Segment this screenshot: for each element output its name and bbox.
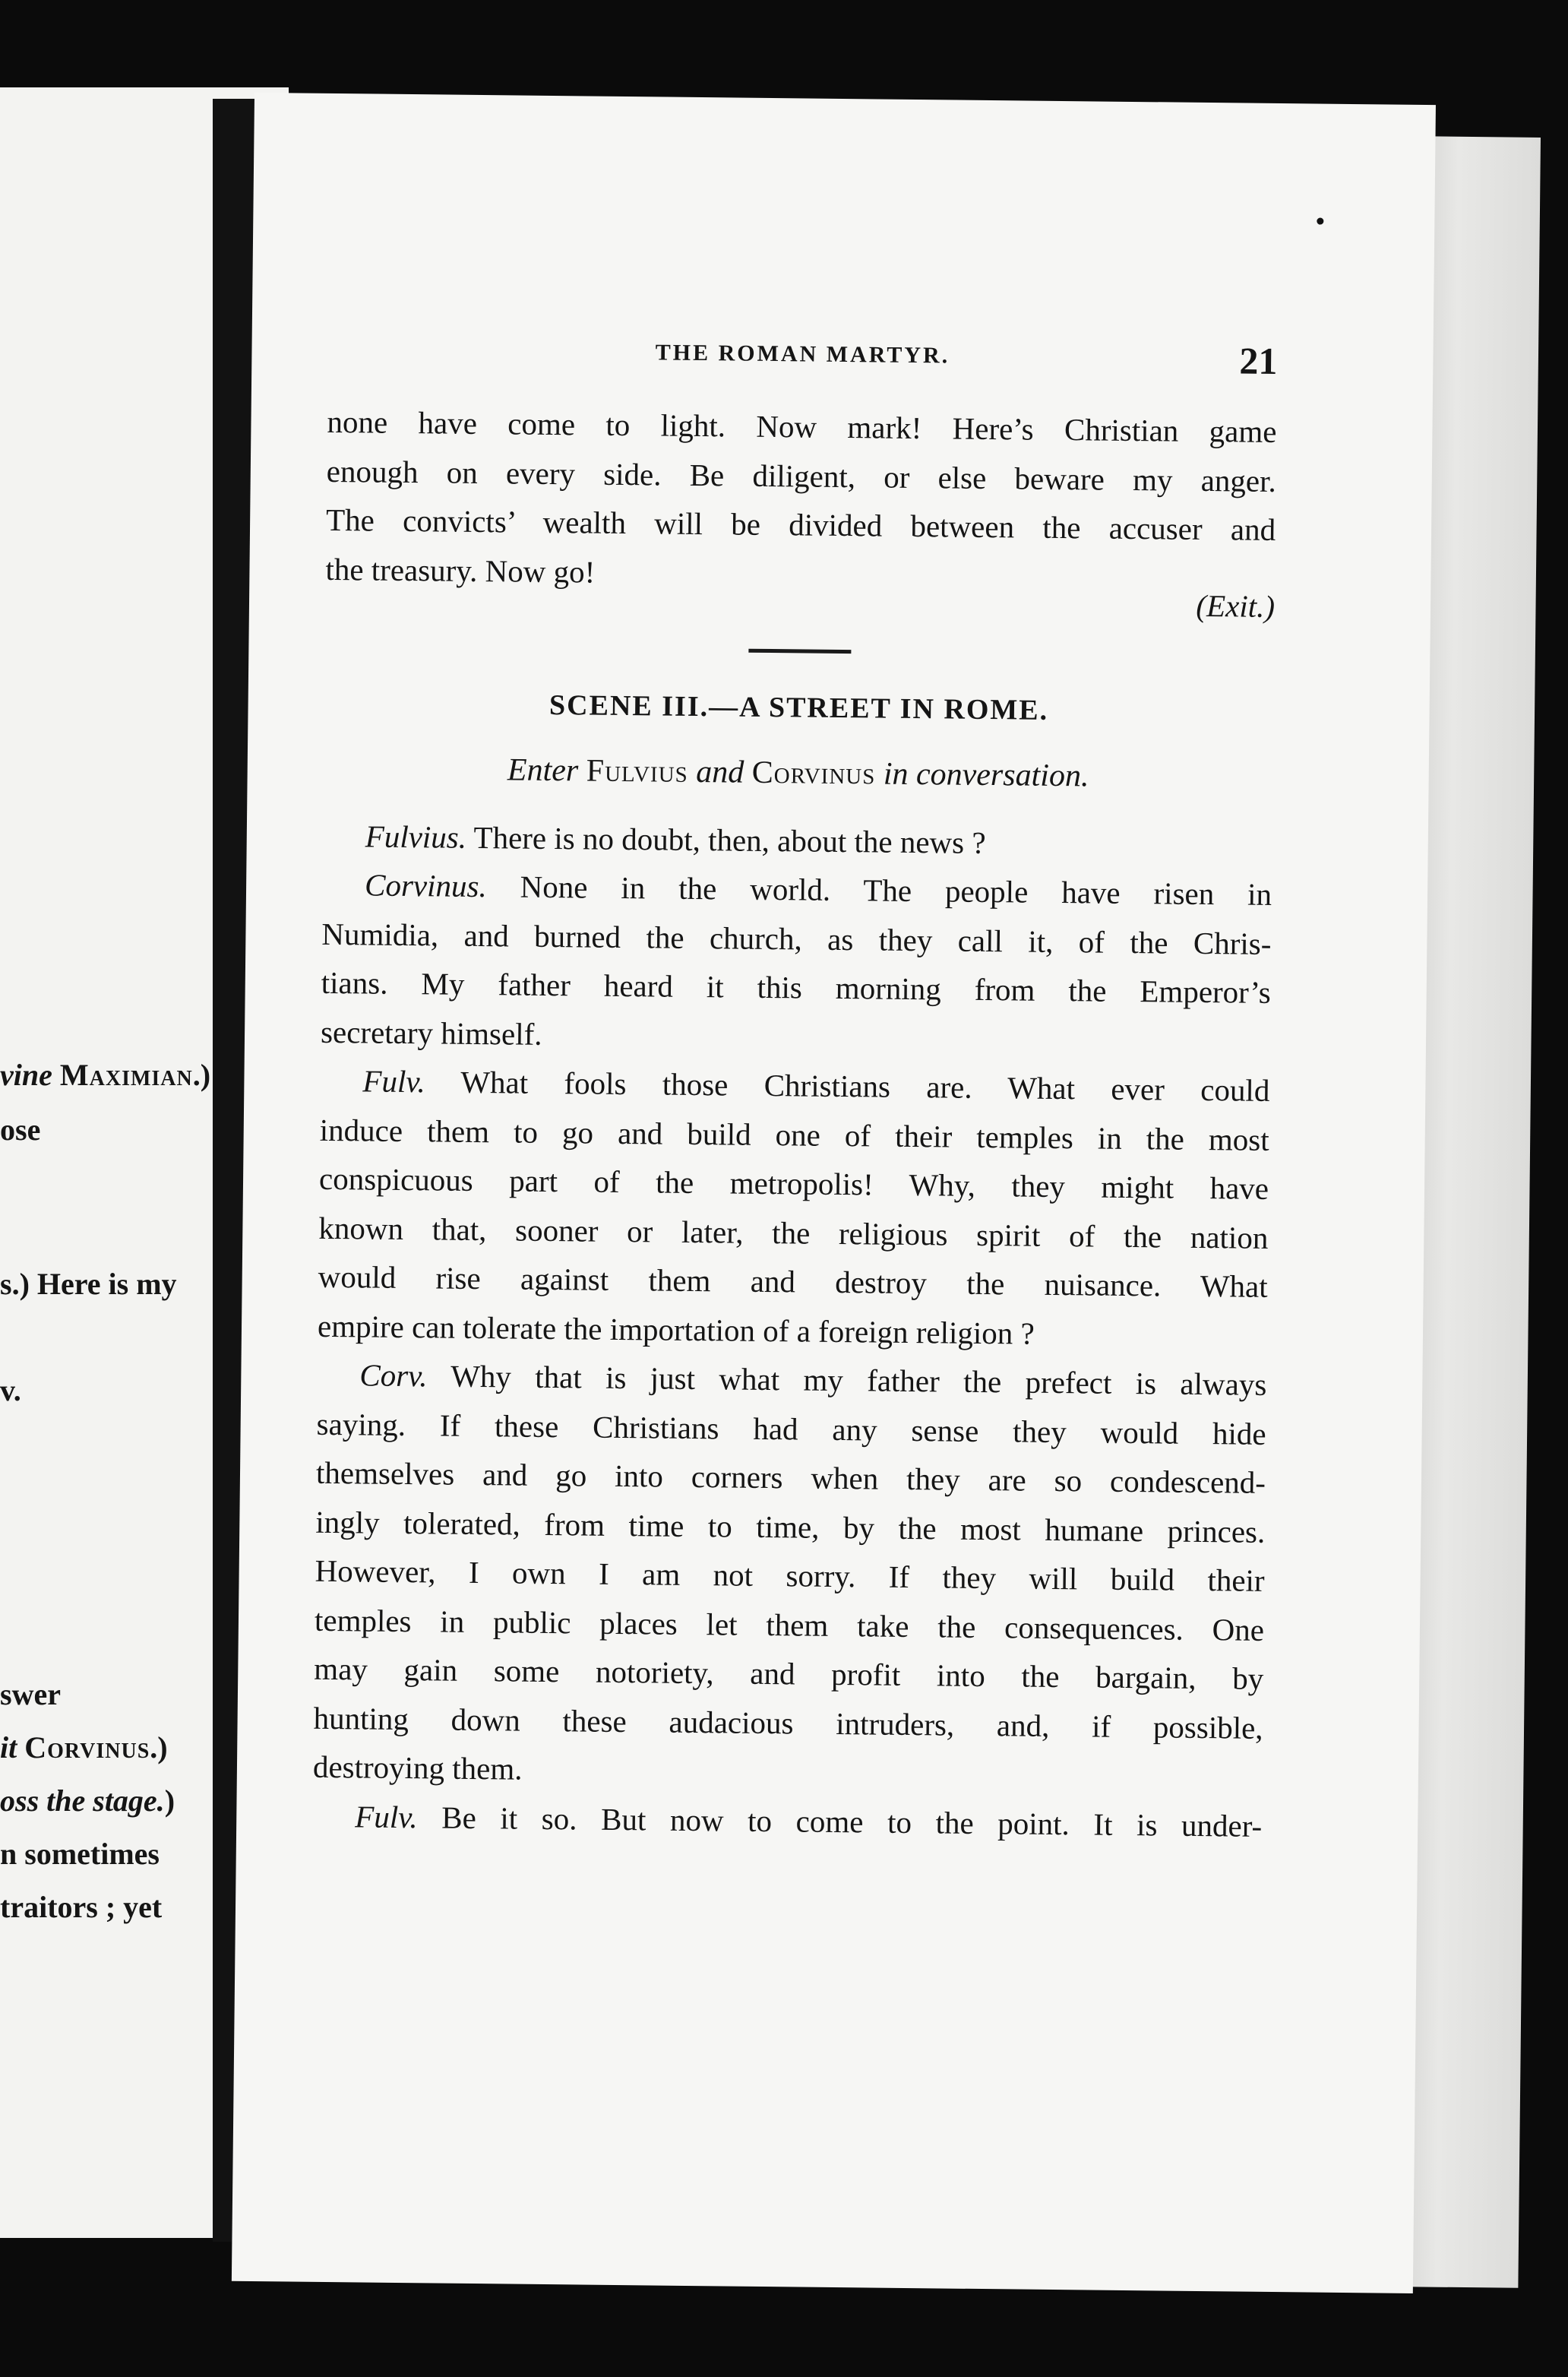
dialogue-paragraph xyxy=(312,1791,1263,1850)
speaker-name: Fulv. xyxy=(355,1798,418,1834)
scene-heading: SCENE III.—A STREET IN ROME. xyxy=(548,688,1049,726)
text-line: Corv. Why that is just what my father the prefect is always xyxy=(359,1357,1267,1402)
text-line: saying. If these Christians had any sense they would hide xyxy=(316,1406,1266,1451)
text-line: would rise against them and destroy the nuisance. What xyxy=(318,1258,1268,1304)
left-fragment-line: swer xyxy=(0,1677,61,1711)
left-fragment-line: it Corvinus.) xyxy=(0,1730,168,1765)
text-line: destroying them. xyxy=(312,1749,523,1787)
speaker-name: Fulvius. xyxy=(365,818,467,855)
stage-exit: (Exit.) xyxy=(1196,587,1276,624)
text-line: induce them to go and build one of their temples in the most xyxy=(319,1112,1269,1157)
text-line: none have come to light. Now mark! Here’s Christian game xyxy=(327,404,1277,449)
dialogue-paragraph xyxy=(321,860,1272,1066)
stage-direction: Enter Fulvius and Corvinus in conversation. xyxy=(507,752,1089,794)
text-line: themselves and go into corners when they are so condescend- xyxy=(315,1454,1266,1500)
left-fragment-line: v. xyxy=(0,1373,21,1407)
left-fragment-line: n sometimes xyxy=(0,1837,160,1871)
text-line: secretary himself. xyxy=(320,1014,542,1052)
page-body xyxy=(312,397,1277,1850)
speaker-name: Fulv. xyxy=(362,1063,426,1100)
text-line: Fulvius. There is no doubt, then, about the news ? xyxy=(365,818,986,860)
text-line: Fulv. Be it so. But now to come to the point. It is under- xyxy=(355,1798,1263,1844)
left-fragment-line: ose xyxy=(0,1113,41,1147)
text-line: Numidia, and burned the church, as they call it, of the Chris- xyxy=(321,916,1272,961)
page-number: 21 xyxy=(1239,339,1278,382)
text-line: empire can tolerate the importation of a foreign religion ? xyxy=(317,1308,1035,1351)
book-page xyxy=(232,93,1436,2293)
text-line: may gain some notoriety, and profit into the bargain, by xyxy=(314,1651,1264,1696)
text-line: Fulv. What fools those Christians are. What ever could xyxy=(362,1063,1270,1108)
left-fragment-line: oss the stage.) xyxy=(0,1784,175,1818)
text-line: hunting down these audacious intruders, and, if possible, xyxy=(313,1700,1263,1746)
print-speck xyxy=(1317,218,1323,225)
text-line: temples in public places let them take the consequences. One xyxy=(314,1602,1265,1647)
text-line: However, I own I am not sorry. If they will build their xyxy=(315,1552,1265,1598)
running-title: THE ROMAN MARTYR. xyxy=(655,340,950,369)
running-head xyxy=(327,329,1278,400)
text-line: tians. My father heard it this morning from the Emperor’s xyxy=(321,964,1271,1010)
text-line: conspicuous part of the metropolis! Why, they might have xyxy=(318,1160,1269,1206)
opening-paragraph xyxy=(325,397,1277,631)
section-rule xyxy=(748,648,851,653)
speaker-name: Corvinus. xyxy=(364,867,487,904)
speaker-name: Corv. xyxy=(359,1357,428,1394)
text-line: the treasury. Now go! xyxy=(325,551,596,590)
dialogue-paragraph xyxy=(313,1350,1267,1802)
left-fragment-line: vine Maximian.) xyxy=(0,1058,211,1092)
dialogue-paragraph xyxy=(318,1056,1270,1360)
text-line: ingly tolerated, from time to time, by the most humane princes. xyxy=(315,1504,1266,1549)
text-line: The convicts’ wealth will be divided between the accuser and xyxy=(325,502,1276,547)
text-line: known that, sooner or later, the religious spirit of the nation xyxy=(318,1210,1269,1255)
text-line: Corvinus. None in the world. The people have risen in xyxy=(364,867,1272,912)
text-line: enough on every side. Be diligent, or else beware my anger. xyxy=(326,453,1277,499)
left-fragment-line: s.) Here is my xyxy=(0,1267,177,1301)
left-fragment-line: traitors ; yet xyxy=(0,1890,163,1924)
